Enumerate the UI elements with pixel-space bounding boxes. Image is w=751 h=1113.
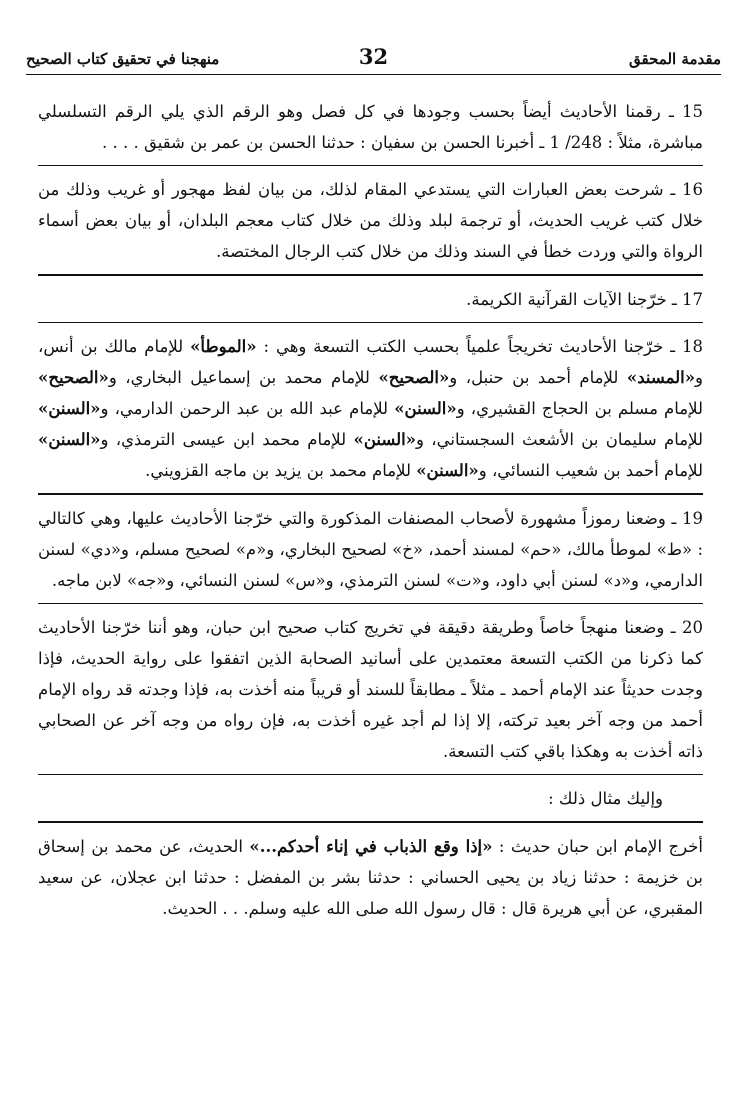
page-header <box>26 44 721 75</box>
header-section-title: مقدمة المحقق <box>629 50 721 68</box>
book-title: «السنن» <box>353 430 416 450</box>
example-text: الحديث، عن محمد بن إسحاق بن خزيمة : حدثنا زياد بن يحيى الحساني : حدثنا بشر بن المفضل : حدثنا ابن عجلان، عن سعيد المقبري، عن أبي هريرة قال : قال رسول الله صلى الله عليه وسلم. . . الحديث. <box>38 836 703 918</box>
example-text: أخرج الإمام ابن حبان حديث : <box>492 836 704 856</box>
item-number: 16 <box>682 180 703 200</box>
item-17 <box>38 284 703 315</box>
book-title: «السنن» <box>38 430 101 450</box>
item-text: ـ رقمنا الأحاديث أيضاً بحسب وجودها في كل فصل وهو الرقم الذي يلي الرقم التسلسلي مباشرة، مثلاً : 248/ 1 ـ أخبرنا الحسن بن سفيان : حدثنا الحسن بن عمر بن شقيق . . . . <box>38 102 703 152</box>
hadith-quote: «إذا وقع الذباب في إناء أحدكم...» <box>249 836 493 856</box>
item-15 <box>38 96 703 158</box>
item-number: 19 <box>682 508 703 528</box>
divider <box>38 821 703 822</box>
item-number: 17 <box>682 289 703 309</box>
item-text: للإمام مالك بن أنس، و <box>38 337 703 388</box>
example-intro: وإليك مثال ذلك : <box>548 789 663 809</box>
book-title: «الموطأ» <box>190 337 257 357</box>
item-text: ـ وضعنا منهجاً خاصاً وطريقة دقيقة في تخريج كتاب صحيح ابن حبان، وهو أننا خرّجنا الأحاديث كما ذكرنا من الكتب التسعة معتمدين على أسانيد الصحابة الذين اتفقوا على رواية الحديث، فإذا وجدت حديثاً عند الإمام أحمد ـ مثلاً ـ مطابقاً للسند أو قريباً منه أخذت به، فإذا وجدته قد رواه الإمام أحمد من وجه آخر بعيد تركته، إلا إذا لم أجد غيره أخذت به، فإن رواه من وجه آخر عن الصحابي ذاته أخذت به وهكذا باقي كتب التسعة. <box>38 617 703 761</box>
item-20 <box>38 612 703 767</box>
book-title: «المسند» <box>626 368 696 388</box>
book-title: «السنن» <box>38 399 101 419</box>
item-text: للإمام أحمد بن حنبل، و <box>449 368 627 388</box>
divider <box>38 274 703 275</box>
item-text: للإمام مسلم بن الحجاج القشيري، و <box>456 399 703 419</box>
divider <box>38 774 703 775</box>
item-number: 18 <box>681 337 703 357</box>
header-book-title: منهجنا في تحقيق كتاب الصحيح <box>26 50 220 68</box>
divider <box>38 603 703 604</box>
page-number: 32 <box>358 44 389 69</box>
item-text: ـ خرّجنا الآيات القرآنية الكريمة. <box>466 289 682 309</box>
item-16 <box>38 174 703 267</box>
item-text: ـ خرّجنا الأحاديث تخريجاً علمياً بحسب الكتب التسعة وهي : <box>256 337 682 357</box>
item-18 <box>38 331 703 486</box>
divider <box>38 165 703 166</box>
example-paragraph <box>38 831 703 924</box>
divider <box>38 493 703 494</box>
book-title: «السنن» <box>416 461 479 481</box>
item-text: للإمام أحمد بن شعيب النسائي، و <box>478 461 703 481</box>
item-number: 20 <box>682 617 703 637</box>
item-text: للإمام عبد الله بن عبد الرحمن الدارمي، و <box>100 399 395 419</box>
item-text: للإمام محمد بن يزيد بن ماجه القزويني. <box>145 461 417 481</box>
page-body <box>38 96 703 924</box>
book-title: «الصحيح» <box>378 368 450 388</box>
item-text: ـ وضعنا رموزاً مشهورة لأصحاب المصنفات المذكورة والتي خرّجنا الأحاديث عليها، وهي كالتالي : «ط» لموطأ مالك، «حم» لمسند أحمد، «خ» لصحيح البخاري، و«م» لصحيح مسلم، و«دي» لسنن الدارمي، و«د» لسنن أبي داود، و«ت» لسنن الترمذي، و«س» لسنن النسائي، و«جه» لابن ماجه. <box>38 508 703 590</box>
item-text: ـ شرحت بعض العبارات التي يستدعي المقام لذلك، من بيان لفظ مهجور أو غريب وذلك من خلال كتب غريب الحديث، أو ترجمة لبلد وذلك من خلال كتاب معجم البلدان، أو بيان بعض أسماء الرواة والتي وردت خطأ في السند وذلك من خلال كتب الرجال المختصة. <box>38 180 703 262</box>
item-19 <box>38 503 703 596</box>
item-text: للإمام سليمان بن الأشعث السجستاني، و <box>416 430 703 450</box>
book-title: «السنن» <box>394 399 457 419</box>
item-text: للإمام محمد ابن عيسى الترمذي، و <box>100 430 354 450</box>
book-title: «الصحيح» <box>38 368 109 388</box>
item-number: 15 <box>682 102 703 121</box>
item-text: للإمام محمد بن إسماعيل البخاري، و <box>108 368 379 388</box>
divider <box>38 322 703 323</box>
